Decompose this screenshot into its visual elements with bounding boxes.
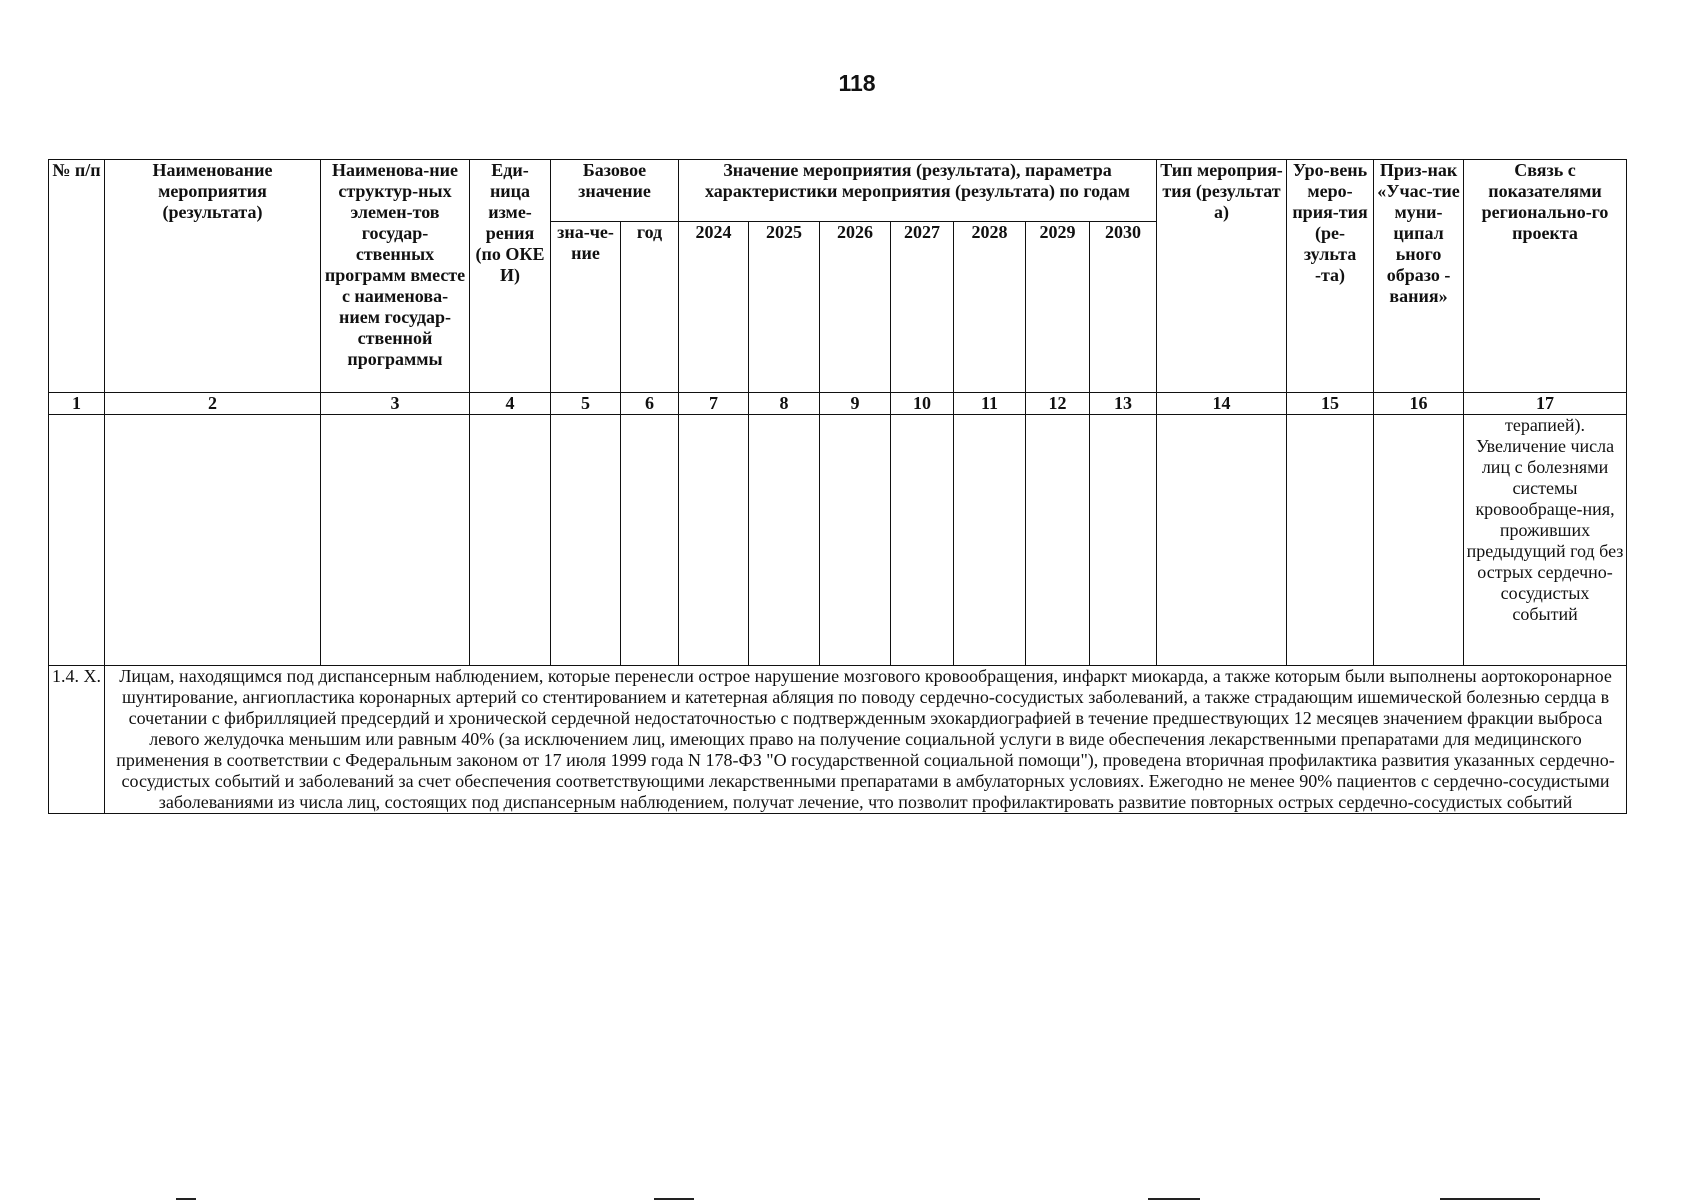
empty-cell (105, 415, 321, 666)
column-number: 7 (679, 393, 749, 415)
empty-cell (1090, 415, 1157, 666)
header-measure-type: Тип мероприя-тия (результат а) (1157, 160, 1287, 393)
column-number: 1 (49, 393, 105, 415)
header-base-value-group: Базовое значение (551, 160, 679, 222)
column-number: 6 (621, 393, 679, 415)
empty-cell (49, 415, 105, 666)
column-number: 2 (105, 393, 321, 415)
column-number: 10 (891, 393, 954, 415)
header-base-value: зна-че-ние (551, 222, 621, 393)
column-number: 3 (321, 393, 470, 415)
continuation-row (49, 415, 1627, 666)
column-number: 11 (954, 393, 1026, 415)
header-year-2024: 2024 (679, 222, 749, 393)
empty-cell (820, 415, 891, 666)
item-row-1-4-x (49, 666, 1627, 814)
header-unit: Еди-ница изме-рения (по ОКЕ И) (470, 160, 551, 393)
header-base-year: год (621, 222, 679, 393)
column-number: 17 (1464, 393, 1627, 415)
header-year-2025: 2025 (749, 222, 820, 393)
header-regional-indicators-link: Связь с показателями регионально-го проекта (1464, 160, 1627, 393)
empty-cell (551, 415, 621, 666)
header-municipal-participation: Приз-нак «Учас-тие муни-ципал ьного образо - вания» (1374, 160, 1464, 393)
column-number: 15 (1287, 393, 1374, 415)
regional-indicators-link-cell: терапией). Увеличение числа лиц с болезнями системы кровообраще-ния, проживших предыдущий год без острых сердечно-сосудистых событий (1464, 415, 1627, 666)
column-number: 12 (1026, 393, 1090, 415)
empty-cell (1157, 415, 1287, 666)
empty-cell (470, 415, 551, 666)
header-year-2030: 2030 (1090, 222, 1157, 393)
header-measure-name: Наименование мероприятия (результата) (105, 160, 321, 393)
column-number: 4 (470, 393, 551, 415)
item-description: Лицам, находящимся под диспансерным наблюдением, которые перенесли острое нарушение мозгового кровообращения, инфаркт миокарда, а также которым были выполнены аортокоронарное шунтирование, ангиопластика коронарных артерий со стентированием и катетерная абляция по поводу сердечно-сосудистых заболеваний, а также страдающим ишемической болезнью сердца в сочетании с фибрилляцией предсердий и хронической сердечной недостаточностью с подтвержденным эхокардиографией в течение предшествующих 12 месяцев значением фракции выброса левого желудочка меньшим или равным 40% (за исключением лиц, имеющих право на получение социальной услуги в виде обеспечения лекарственными препаратами для медицинского применения в соответствии с Федеральным законом от 17 июля 1999 года N 178-ФЗ "О государственной социальной помощи"), проведена вторичная профилактика развития указанных сердечно-сосудистых событий и заболеваний за счет обеспечения соответствующими лекарственными препаратами в амбулаторных условиях. Ежегодно не менее 90% пациентов с сердечно-сосудистыми заболеваниями из числа лиц, состоящих под диспансерным наблюдением, получат лечение, что позволит профилактировать развитие повторных острых сердечно-сосудистых событий (105, 666, 1627, 814)
empty-cell (321, 415, 470, 666)
column-number: 8 (749, 393, 820, 415)
empty-cell (621, 415, 679, 666)
column-numbers-row (49, 393, 1627, 415)
measures-table (48, 159, 1627, 814)
empty-cell (679, 415, 749, 666)
column-number: 13 (1090, 393, 1157, 415)
empty-cell (954, 415, 1026, 666)
header-year-2027: 2027 (891, 222, 954, 393)
item-number: 1.4. X. (49, 666, 105, 814)
column-number: 5 (551, 393, 621, 415)
header-year-2029: 2029 (1026, 222, 1090, 393)
header-structural-elements: Наименова-ние структур-ных элемен-тов государ-ственных программ вместе с наименова-нием государ-ственной программы (321, 160, 470, 393)
empty-cell (891, 415, 954, 666)
empty-cell (749, 415, 820, 666)
header-row-1 (49, 160, 1627, 222)
column-number: 9 (820, 393, 891, 415)
page-number: 118 (838, 70, 876, 96)
empty-cell (1374, 415, 1464, 666)
header-year-2028: 2028 (954, 222, 1026, 393)
empty-cell (1026, 415, 1090, 666)
header-measure-level: Уро-вень меро-прия-тия (ре-зульта -та) (1287, 160, 1374, 393)
empty-cell (1287, 415, 1374, 666)
column-number: 16 (1374, 393, 1464, 415)
header-values-by-year-group: Значение мероприятия (результата), параметра характеристики мероприятия (результата) по годам (679, 160, 1157, 222)
header-year-2026: 2026 (820, 222, 891, 393)
header-number: № п/п (49, 160, 105, 393)
column-number: 14 (1157, 393, 1287, 415)
